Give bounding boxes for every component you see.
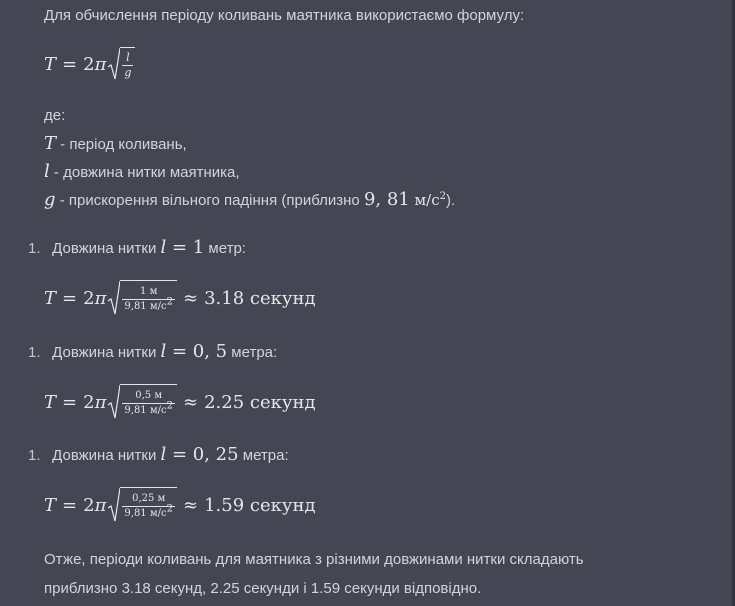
formula-result: 1.59 секунд [204, 494, 316, 516]
item-formula [44, 382, 316, 422]
main-formula [44, 44, 135, 84]
formula-T: T [44, 287, 57, 309]
item-eq-value: = 0, 25 [166, 444, 239, 465]
formula-approx: ≈ [182, 287, 199, 309]
formula-T: T [44, 391, 57, 413]
definition-value: 9, 81 [363, 189, 410, 210]
list-item [28, 342, 277, 363]
formula-T: T [44, 53, 57, 75]
definition-unit: $м/с^2$ [409, 191, 447, 209]
item-suffix: метра: [238, 447, 289, 464]
formula-approx: ≈ [182, 391, 199, 413]
fraction-denominator: 9,81 $м/с^2$ [124, 296, 173, 312]
sqrt [108, 384, 177, 420]
formula-result: 2.25 секунд [204, 391, 316, 413]
intro-text: Для обчислення періоду коливань маятника використаємо формулу: [44, 7, 525, 24]
definition-g [44, 190, 455, 211]
formula-pi: π [94, 494, 107, 516]
item-formula [44, 278, 316, 318]
formula-approx: ≈ [182, 494, 199, 516]
fraction-denominator: 9,81 $м/с^2$ [124, 400, 173, 416]
formula-coef: 2 [83, 287, 95, 309]
definition-var: g [44, 189, 56, 210]
conclusion-line-1: Отже, періоди коливань для маятника з різними довжинами нитки складають [44, 551, 584, 568]
list-number: 1. [28, 344, 41, 361]
fraction [122, 286, 175, 313]
fraction [122, 390, 175, 417]
definition-var: T [44, 133, 57, 154]
item-prefix: Довжина нитки [52, 344, 161, 361]
formula-pi: π [94, 53, 107, 75]
fraction-denominator: g [124, 66, 132, 79]
fraction-numerator: 0,25 м [132, 493, 166, 504]
radicand [120, 487, 177, 523]
item-suffix: метра: [227, 344, 278, 361]
item-eq-value: = 0, 5 [166, 341, 228, 362]
list-number: 1. [28, 240, 41, 257]
fraction [122, 493, 175, 520]
sqrt [108, 487, 177, 523]
list-item [28, 238, 246, 259]
formula-equals: = [62, 494, 78, 516]
radicand [120, 384, 177, 420]
item-var: l [160, 237, 167, 258]
fraction-numerator: 1 м [140, 286, 158, 297]
formula-coef: 2 [83, 391, 95, 413]
radical-sign [108, 280, 120, 316]
formula-equals: = [62, 391, 78, 413]
formula-T: T [44, 494, 57, 516]
formula-coef: 2 [83, 494, 95, 516]
fraction-numerator: l [126, 51, 130, 64]
radicand [120, 280, 177, 316]
item-eq-value: = 1 [166, 237, 205, 258]
formula-equals: = [62, 287, 78, 309]
list-number: 1. [28, 447, 41, 464]
item-suffix: метр: [204, 240, 246, 257]
formula-pi: π [94, 287, 107, 309]
definition-text: - довжина нитки маятника, [49, 164, 240, 181]
fraction-denominator: 9,81 $м/с^2$ [124, 503, 173, 519]
formula-result: 3.18 секунд [204, 287, 316, 309]
conclusion-line-2: приблизно 3.18 секунд, 2.25 секунди і 1.59 секунди відповідно. [44, 580, 482, 597]
item-var: l [160, 341, 167, 362]
definition-var: l [44, 161, 50, 182]
definition-T [44, 134, 187, 155]
item-formula [44, 485, 316, 525]
item-var: l [160, 444, 167, 465]
formula-equals: = [62, 53, 78, 75]
fraction-numerator: 0,5 м [135, 390, 163, 401]
de-label: де: [44, 107, 66, 124]
sqrt [108, 280, 177, 316]
definition-end: ). [446, 192, 456, 209]
definition-text: - період коливань, [56, 136, 187, 153]
definition-text: - прискорення вільного падіння (приблизно [55, 192, 364, 209]
item-prefix: Довжина нитки [52, 447, 161, 464]
list-item [28, 445, 289, 466]
formula-coef: 2 [83, 53, 95, 75]
sqrt [108, 47, 135, 81]
fraction [122, 52, 133, 79]
definition-l [44, 162, 240, 183]
radical-sign [108, 47, 120, 81]
radical-sign [108, 487, 120, 523]
radicand [120, 47, 135, 81]
radical-sign [108, 384, 120, 420]
item-prefix: Довжина нитки [52, 240, 161, 257]
formula-pi: π [94, 391, 107, 413]
